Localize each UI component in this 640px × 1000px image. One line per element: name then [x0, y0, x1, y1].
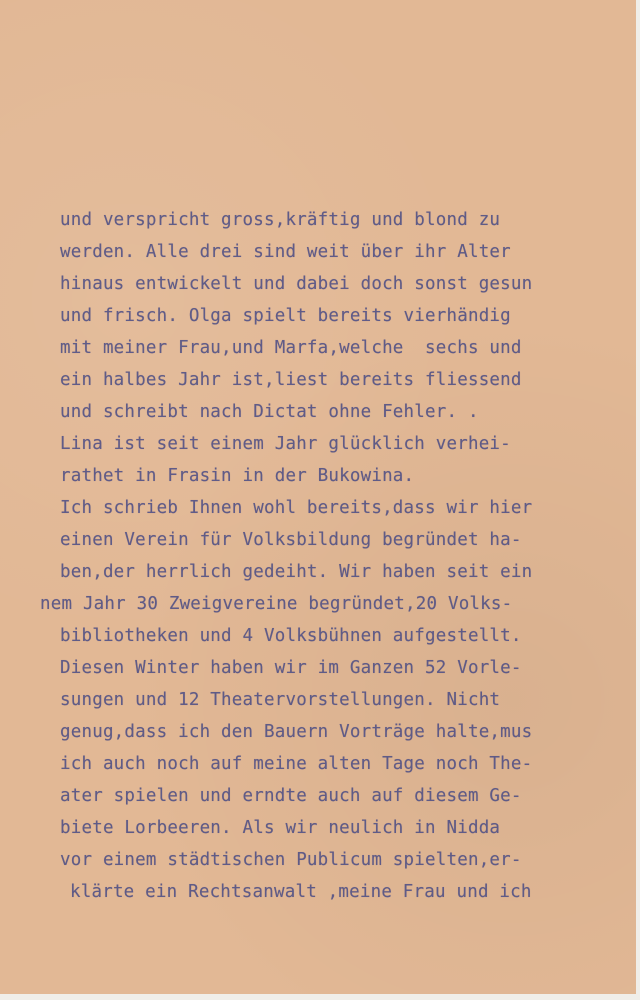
text-line: klärte ein Rechtsanwalt ,meine Frau und ich [70, 882, 532, 902]
text-line: werden. Alle drei sind weit über ihr Alter [60, 242, 511, 262]
text-line: Diesen Winter haben wir im Ganzen 52 Vorle- [60, 658, 522, 678]
text-line: ater spielen und erndte auch auf diesem Ge- [60, 786, 522, 806]
text-line: ben,der herrlich gedeiht. Wir haben seit ein [60, 562, 533, 582]
text-line: und verspricht gross,kräftig und blond zu [60, 210, 501, 230]
text-line: genug,dass ich den Bauern Vorträge halte,mus [60, 722, 533, 742]
text-line: einen Verein für Volksbildung begründet ha- [60, 530, 522, 550]
text-line: vor einem städtischen Publicum spielten,er- [60, 850, 522, 870]
text-line: nem Jahr 30 Zweigvereine begründet,20 Volks- [40, 594, 513, 614]
text-line: biete Lorbeeren. Als wir neulich in Nidda [60, 818, 501, 838]
text-line: sungen und 12 Theatervorstellungen. Nicht [60, 690, 501, 710]
text-line: Ich schrieb Ihnen wohl bereits,dass wir hier [60, 498, 533, 518]
text-line: und schreibt nach Dictat ohne Fehler. . [60, 402, 479, 422]
text-line: mit meiner Frau,und Marfa,welche sechs und [60, 338, 522, 358]
text-line: rathet in Frasin in der Bukowina. [60, 466, 415, 486]
text-line: ich auch noch auf meine alten Tage noch The- [60, 754, 533, 774]
text-line: ein halbes Jahr ist,liest bereits fliessend [60, 370, 522, 390]
text-line: hinaus entwickelt und dabei doch sonst gesun [60, 274, 533, 294]
text-line: bibliotheken und 4 Volksbühnen aufgestellt. [60, 626, 522, 646]
text-line: und frisch. Olga spielt bereits vierhändig [60, 306, 511, 326]
text-line: Lina ist seit einem Jahr glücklich verhei- [60, 434, 511, 454]
